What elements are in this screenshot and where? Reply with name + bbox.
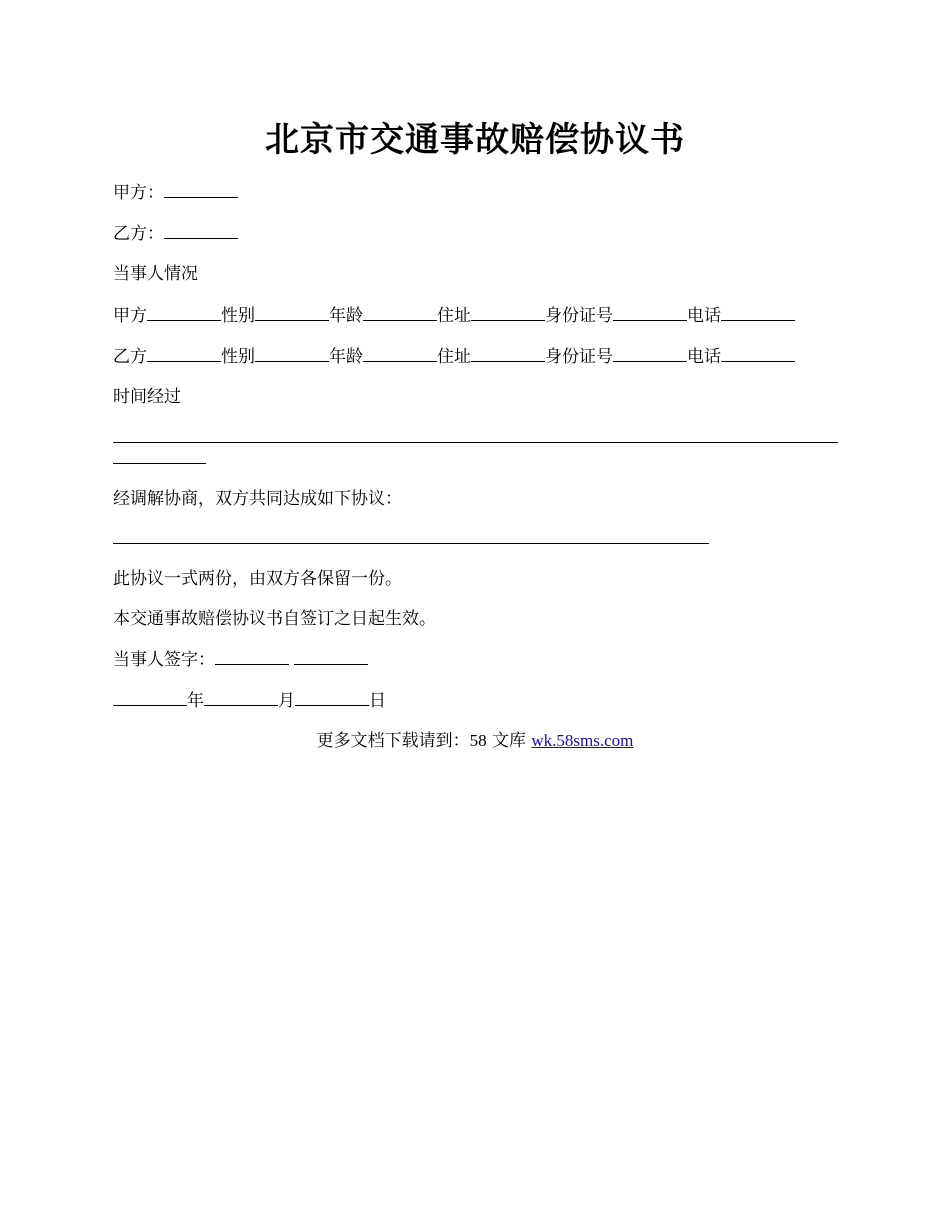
- party-b-age-blank: [363, 345, 437, 362]
- party-b-gender-label: 性别: [221, 347, 255, 367]
- day-blank: [295, 689, 369, 706]
- party-a-age-blank: [363, 304, 437, 321]
- day-label: 日: [369, 691, 386, 711]
- party-a-name-label: 甲方: [113, 306, 147, 326]
- party-a-id-label: 身份证号: [545, 306, 613, 326]
- signature-label: 当事人签字：: [113, 650, 215, 670]
- party-a-phone-blank: [721, 304, 795, 321]
- party-b-blank: [164, 222, 238, 239]
- year-label: 年: [187, 691, 204, 711]
- month-label: 月: [278, 691, 295, 711]
- incident-section-heading: 时间经过: [113, 387, 181, 407]
- footer-site-num: 58: [469, 731, 487, 750]
- party-b-address-blank: [471, 345, 545, 362]
- party-b-age-label: 年龄: [329, 347, 363, 367]
- signature-row: [113, 648, 368, 671]
- party-b-gender-blank: [255, 345, 329, 362]
- footer-link[interactable]: wk.58sms.com: [531, 731, 634, 750]
- parties-section-heading: 当事人情况: [113, 264, 198, 284]
- document-title: 北京市交通事故赔偿协议书: [265, 120, 685, 160]
- party-b-name-label: 乙方: [113, 347, 147, 367]
- party-a-age-label: 年龄: [329, 306, 363, 326]
- agreement-rule: [113, 543, 709, 544]
- year-blank: [113, 689, 187, 706]
- footer-prefix: 更多文档下载请到：: [316, 731, 470, 751]
- party-b-phone-label: 电话: [687, 347, 721, 367]
- party-a-gender-blank: [255, 304, 329, 321]
- party-a-address-label: 住址: [437, 306, 471, 326]
- footer: [0, 730, 950, 752]
- footer-site-name: 文库: [486, 731, 532, 751]
- party-b-field: [113, 222, 238, 245]
- mediation-text: 经调解协商，双方共同达成如下协议：: [113, 489, 402, 509]
- party-a-label: 甲方：: [113, 183, 164, 203]
- party-a-gender-label: 性别: [221, 306, 255, 326]
- party-a-address-blank: [471, 304, 545, 321]
- party-b-address-label: 住址: [437, 347, 471, 367]
- party-b-phone-blank: [721, 345, 795, 362]
- party-b-name-blank: [147, 345, 221, 362]
- effective-text: 本交通事故赔偿协议书自签订之日起生效。: [113, 609, 436, 629]
- party-a-phone-label: 电话: [687, 306, 721, 326]
- incident-rule-2: [113, 463, 206, 464]
- signature-blank-1: [215, 648, 289, 665]
- party-a-name-blank: [147, 304, 221, 321]
- party-a-blank: [164, 181, 238, 198]
- incident-rule-1: [113, 442, 838, 443]
- party-b-info-row: [113, 345, 795, 368]
- party-b-id-label: 身份证号: [545, 347, 613, 367]
- party-b-id-blank: [613, 345, 687, 362]
- signature-blank-2: [294, 648, 368, 665]
- copies-text: 此协议一式两份，由双方各保留一份。: [113, 569, 402, 589]
- party-a-id-blank: [613, 304, 687, 321]
- date-row: [113, 689, 386, 712]
- party-a-info-row: [113, 304, 795, 327]
- month-blank: [204, 689, 278, 706]
- party-b-label: 乙方：: [113, 224, 164, 244]
- party-a-field: [113, 181, 238, 204]
